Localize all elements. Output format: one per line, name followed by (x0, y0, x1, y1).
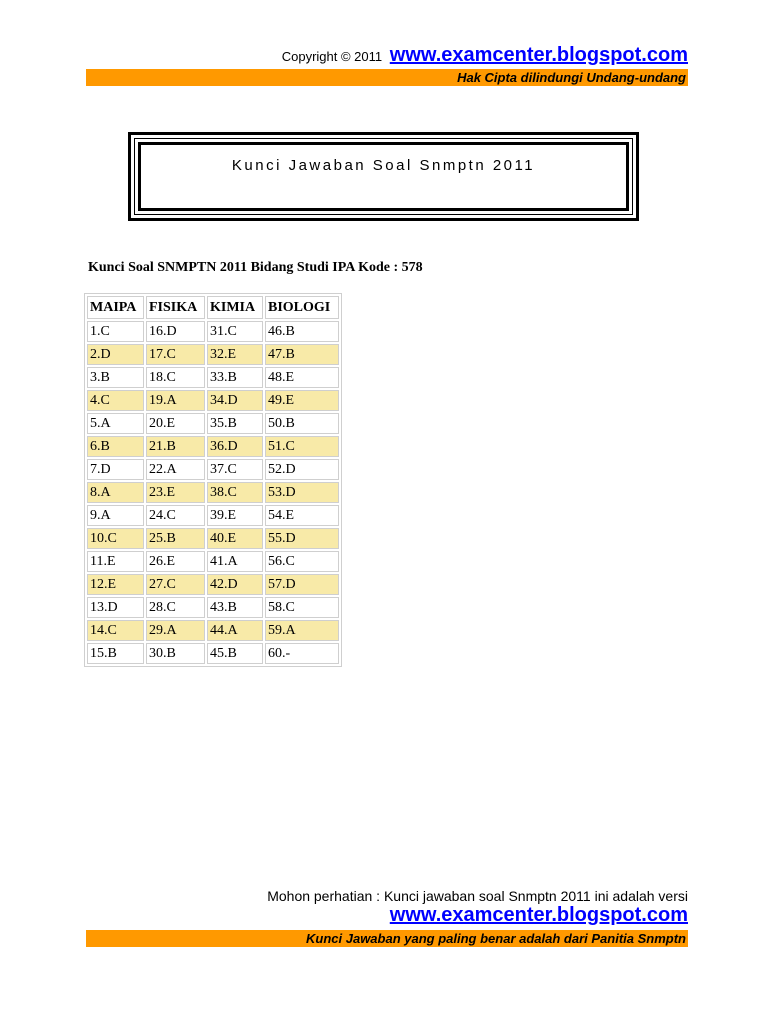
table-cell: 12.E (87, 574, 144, 595)
table-cell: 38.C (207, 482, 263, 503)
table-cell: 30.B (146, 643, 205, 664)
table-row (87, 574, 339, 595)
header-bar (86, 69, 688, 86)
table-cell: 35.B (207, 413, 263, 434)
footer-bar (86, 930, 688, 947)
answer-key-table (84, 293, 342, 667)
table-row (87, 528, 339, 549)
table-row (87, 390, 339, 411)
table-cell: 48.E (265, 367, 339, 388)
table-cell: 22.A (146, 459, 205, 480)
table-cell: 25.B (146, 528, 205, 549)
table-cell: 41.A (207, 551, 263, 572)
table-cell: 60.- (265, 643, 339, 664)
table-cell: 13.D (87, 597, 144, 618)
table-cell: 42.D (207, 574, 263, 595)
table-cell: 49.E (265, 390, 339, 411)
table-cell: 10.C (87, 528, 144, 549)
table-cell: 43.B (207, 597, 263, 618)
table-cell: 32.E (207, 344, 263, 365)
table-row (87, 321, 339, 342)
table-cell: 28.C (146, 597, 205, 618)
footer-blog-link[interactable]: www.examcenter.blogspot.com (389, 904, 688, 926)
table-cell: 47.B (265, 344, 339, 365)
blog-link[interactable]: www.examcenter.blogspot.com (389, 44, 688, 66)
table-cell: 4.C (87, 390, 144, 411)
table-row (87, 597, 339, 618)
subtitle: Kunci Soal SNMPTN 2011 Bidang Studi IPA Kode : 578 (88, 260, 423, 275)
title-frame (128, 132, 639, 221)
table-cell: 14.C (87, 620, 144, 641)
table-cell: 15.B (87, 643, 144, 664)
table-cell: 8.A (87, 482, 144, 503)
table-cell: 29.A (146, 620, 205, 641)
table-row (87, 344, 339, 365)
table-cell: 44.A (207, 620, 263, 641)
table-cell: 21.B (146, 436, 205, 457)
table-row (87, 459, 339, 480)
table-cell: 36.D (207, 436, 263, 457)
table-cell: 11.E (87, 551, 144, 572)
title-frame-inner (134, 138, 633, 215)
table-cell: 20.E (146, 413, 205, 434)
copyright-text: Copyright © 2011 (281, 49, 383, 64)
header-kimia: KIMIA (207, 296, 263, 319)
table-cell: 17.C (146, 344, 205, 365)
table-cell: 31.C (207, 321, 263, 342)
table-row (87, 551, 339, 572)
header-bar-text: Hak Cipta dilindungi Undang-undang (457, 70, 686, 85)
footer-note: Mohon perhatian : Kunci jawaban soal Snmptn 2011 ini adalah versi (267, 888, 688, 904)
title-frame-core (138, 142, 629, 211)
table-cell: 3.B (87, 367, 144, 388)
table-cell: 27.C (146, 574, 205, 595)
table-cell: 16.D (146, 321, 205, 342)
table-cell: 59.A (265, 620, 339, 641)
table-cell: 57.D (265, 574, 339, 595)
header-maipa: MAIPA (87, 296, 144, 319)
footer-bar-text: Kunci Jawaban yang paling benar adalah dari Panitia Snmptn (306, 931, 686, 946)
table-cell: 9.A (87, 505, 144, 526)
table-cell: 2.D (87, 344, 144, 365)
table-cell: 39.E (207, 505, 263, 526)
table-cell: 45.B (207, 643, 263, 664)
table-cell: 26.E (146, 551, 205, 572)
table-row (87, 482, 339, 503)
header-biologi: BIOLOGI (265, 296, 339, 319)
table-cell: 46.B (265, 321, 339, 342)
table-cell: 55.D (265, 528, 339, 549)
table-cell: 56.C (265, 551, 339, 572)
table-row (87, 620, 339, 641)
table-row (87, 413, 339, 434)
page-title: Kunci Jawaban Soal Snmptn 2011 (231, 157, 536, 174)
table-cell: 7.D (87, 459, 144, 480)
table-cell: 34.D (207, 390, 263, 411)
table-cell: 18.C (146, 367, 205, 388)
table-cell: 24.C (146, 505, 205, 526)
table-cell: 51.C (265, 436, 339, 457)
table-cell: 23.E (146, 482, 205, 503)
table-cell: 53.D (265, 482, 339, 503)
table-cell: 50.B (265, 413, 339, 434)
table-cell: 37.C (207, 459, 263, 480)
table-cell: 33.B (207, 367, 263, 388)
table-cell: 40.E (207, 528, 263, 549)
table-row (87, 505, 339, 526)
table-row (87, 436, 339, 457)
table-cell: 19.A (146, 390, 205, 411)
header (0, 44, 688, 68)
table-cell: 58.C (265, 597, 339, 618)
table-cell: 5.A (87, 413, 144, 434)
table-cell: 54.E (265, 505, 339, 526)
copyright-line (0, 44, 688, 68)
table-cell: 52.D (265, 459, 339, 480)
table-row (87, 643, 339, 664)
table-cell: 1.C (87, 321, 144, 342)
table-header-row (87, 296, 339, 319)
table-row (87, 367, 339, 388)
header-fisika: FISIKA (146, 296, 205, 319)
table-cell: 6.B (87, 436, 144, 457)
